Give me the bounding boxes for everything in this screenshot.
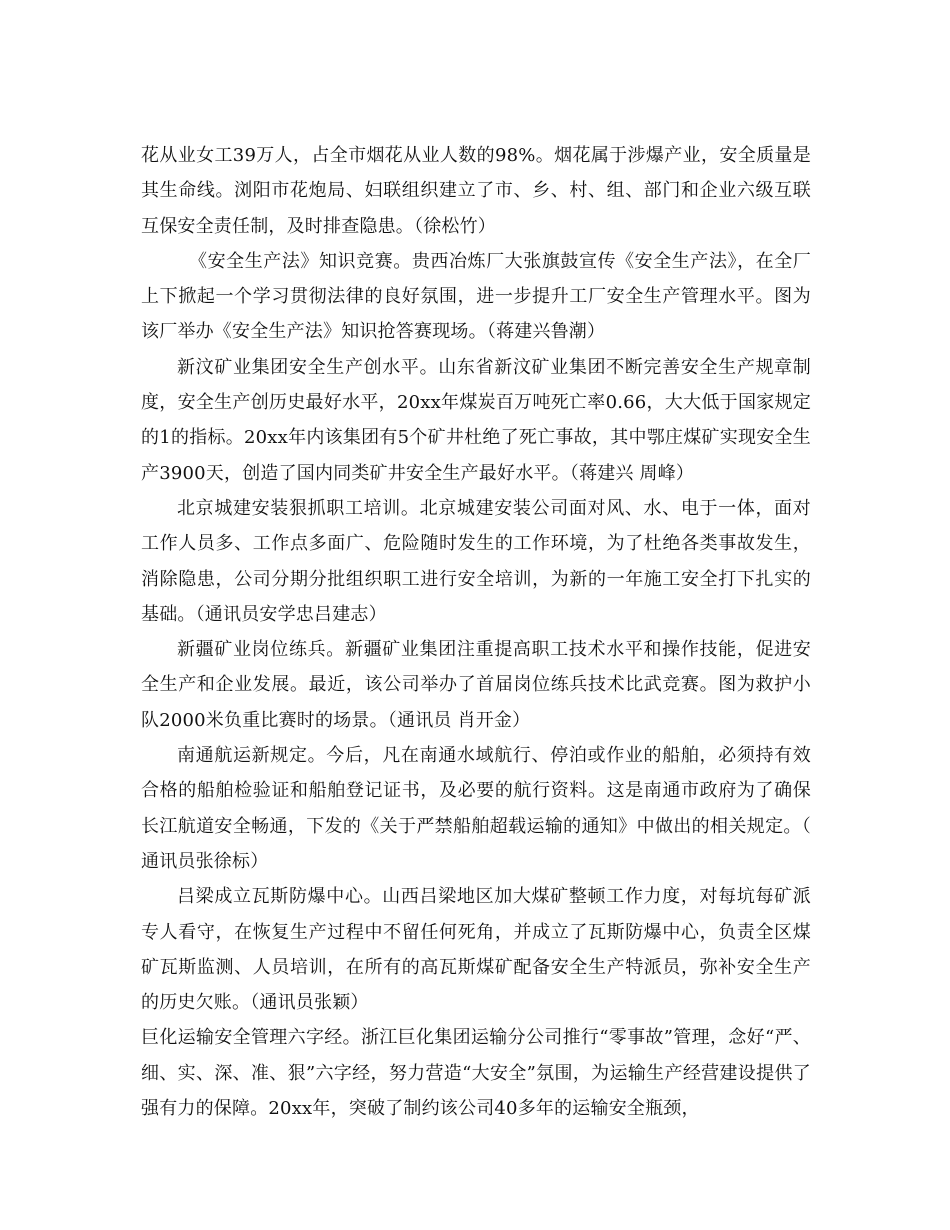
paragraph-3: 新汶矿业集团安全生产创水平。山东省新汶矿业集团不断完善安全生产规章制度，安全生产创历史最好水平，20xx年煤炭百万吨死亡率0.66，大大低于国家规定的1的指标。20xx年内该集团有5个矿井杜绝了死亡事故，其中鄂庄煤矿实现安全生产3900天，创造了国内同类矿井安全生产最好水平。（蒋建兴 周峰） xyxy=(141,356,811,484)
paragraph-1: 花从业女工39万人，占全市烟花从业人数的98%。烟花属于涉爆产业，安全质量是其生命线。浏阳市花炮局、妇联组织建立了市、乡、村、组、部门和企业六级互联互保安全责任制，及时排查隐患。（徐松竹） xyxy=(141,145,811,237)
paragraph-2: 《安全生产法》知识竞赛。贵西冶炼厂大张旗鼓宣传《安全生产法》，在全厂上下掀起一个学习贯彻法律的良好氛围，进一步提升工厂安全生产管理水平。图为该厂举办《安全生产法》知识抢答赛现场。（蒋建兴鲁潮） xyxy=(141,250,811,343)
paragraph-7: 吕梁成立瓦斯防爆中心。山西吕梁地区加大煤矿整顿工作力度，对每坑每矿派专人看守，在恢复生产过程中不留任何死角，并成立了瓦斯防爆中心，负责全区煤矿瓦斯监测、人员培训，在所有的高瓦斯煤矿配备安全生产特派员，弥补安全生产的历史欠账。（通讯员张颖） xyxy=(141,886,811,1014)
paragraph-6: 南通航运新规定。今后，凡在南通水域航行、停泊或作业的船舶，必须持有效合格的船舶检验证和船舶登记证书，及必要的航行资料。这是南通市政府为了确保长江航道安全畅通，下发的《关于严禁船舶超载运输的通知》中做出的相关规定。（通讯员张徐标） xyxy=(141,745,811,872)
document-page xyxy=(141,138,811,1126)
paragraph-5: 新疆矿业岗位练兵。新疆矿业集团注重提高职工技术水平和操作技能，促进安全生产和企业发展。最近，该公司举办了首届岗位练兵技术比武竞赛。图为救护小队2000米负重比赛时的场景。（通讯员 肖开金） xyxy=(141,639,811,731)
paragraph-4: 北京城建安装狠抓职工培训。北京城建安装公司面对风、水、电于一体，面对工作人员多、工作点多面广、危险随时发生的工作环境，为了杜绝各类事故发生，消除隐患，公司分期分批组织职工进行安全培训，为新的一年施工安全打下扎实的基础。（通讯员安学忠吕建志） xyxy=(141,497,811,625)
paragraph-8: 巨化运输安全管理六字经。浙江巨化集团运输分公司推行“零事故”管理，念好“严、细、实、深、准、狠”六字经，努力营造“大安全”氛围，为运输生产经营建设提供了强有力的保障。20xx年，突破了制约该公司40多年的运输安全瓶颈， xyxy=(141,1027,811,1120)
